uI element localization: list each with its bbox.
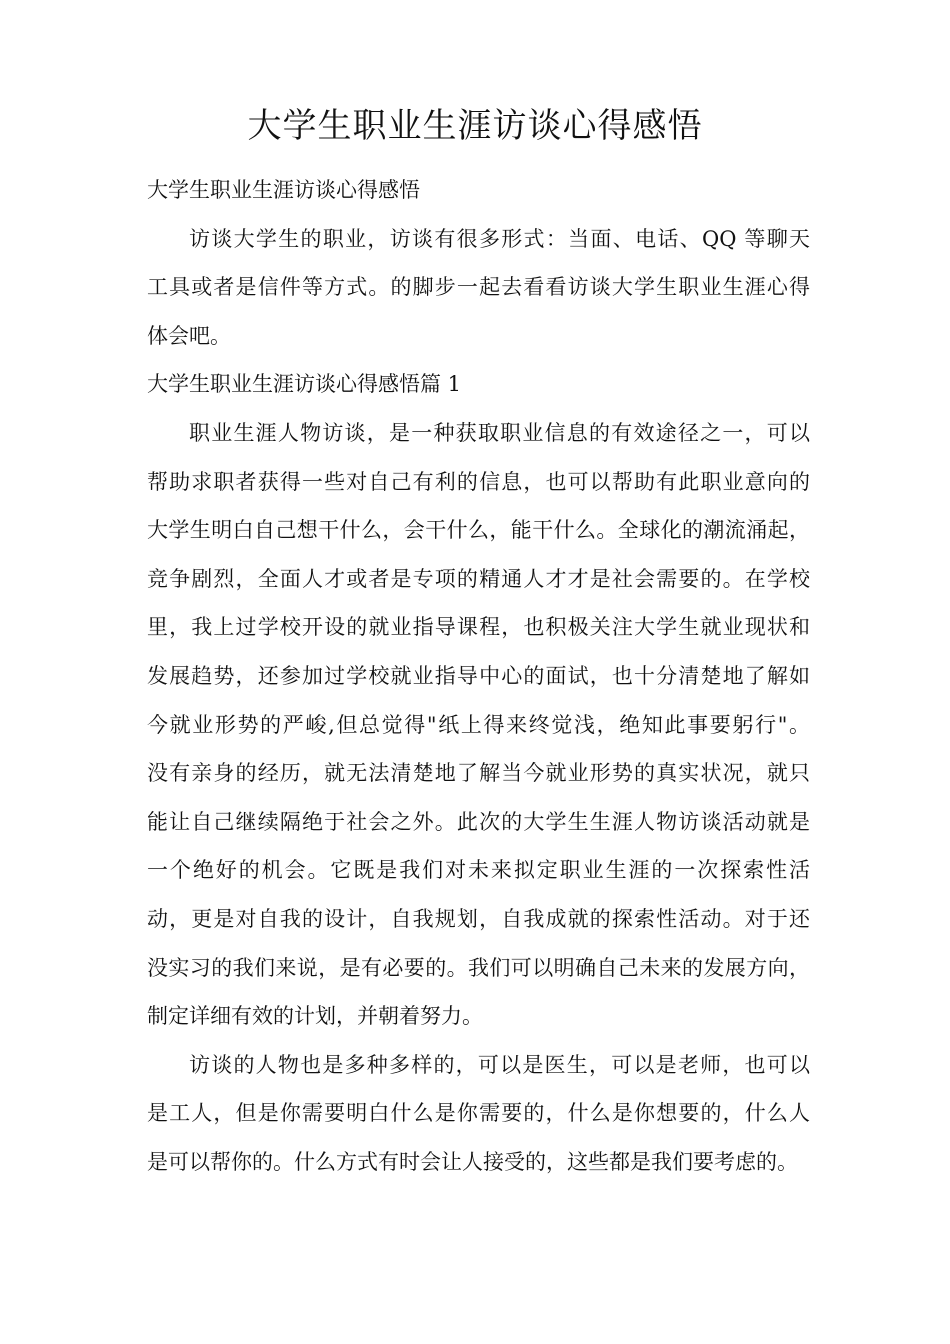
section-heading <box>147 166 810 215</box>
text-line: 能让自己继续隔绝于社会之外。此次的大学生生涯人物访谈活动就是 <box>147 809 810 834</box>
text-line: 今就业形势的严峻,但总觉得"纸上得来终觉浅，绝知此事要躬行"。 <box>147 712 810 737</box>
text-line: 大学生明白自己想干什么，会干什么，能干什么。全球化的潮流涌起， <box>147 518 810 543</box>
text-line: 帮助求职者获得一些对自己有利的信息，也可以帮助有此职业意向的 <box>147 469 810 494</box>
text-line: 竞争剧烈，全面人才或者是专项的精通人才才是社会需要的。在学校 <box>147 566 810 591</box>
section-heading <box>147 360 810 409</box>
text-line: 职业生涯人物访谈，是一种获取职业信息的有效途径之一，可以 <box>189 420 810 445</box>
text-line: 一个绝好的机会。它既是我们对未来拟定职业生涯的一次探索性活 <box>147 858 810 883</box>
text-line: 工具或者是信件等方式。的脚步一起去看看访谈大学生职业生涯心得 <box>147 275 810 300</box>
text-line: 体会吧。 <box>147 323 231 348</box>
body-paragraph <box>147 409 810 1041</box>
text-line: 是可以帮你的。什么方式有时会让人接受的，这些都是我们要考虑的。 <box>147 1149 798 1174</box>
text-line: 动，更是对自我的设计，自我规划，自我成就的探索性活动。对于还 <box>147 906 810 931</box>
body-paragraph <box>147 215 810 361</box>
text-line: 没实习的我们来说，是有必要的。我们可以明确自己未来的发展方向， <box>147 955 810 980</box>
text-line: 大学生职业生涯访谈心得感悟 <box>147 178 420 202</box>
text-line: 是工人，但是你需要明白什么是你需要的，什么是你想要的，什么人 <box>147 1101 810 1126</box>
text-line: 访谈的人物也是多种多样的，可以是医生，可以是老师，也可以 <box>189 1052 810 1077</box>
body-paragraph <box>147 1041 810 1187</box>
document-title: 大学生职业生涯访谈心得感悟 <box>247 106 703 146</box>
text-line: 大学生职业生涯访谈心得感悟篇 1 <box>147 372 462 397</box>
document-body <box>147 166 810 1186</box>
text-line: 访谈大学生的职业，访谈有很多形式：当面、电话、QQ 等聊天 <box>189 226 810 251</box>
text-line: 制定详细有效的计划，并朝着努力。 <box>147 1004 483 1029</box>
text-line: 发展趋势，还参加过学校就业指导中心的面试，也十分清楚地了解如 <box>147 663 810 688</box>
text-line: 里，我上过学校开设的就业指导课程，也积极关注大学生就业现状和 <box>147 615 810 640</box>
text-line: 没有亲身的经历，就无法清楚地了解当今就业形势的真实状况，就只 <box>147 761 810 786</box>
